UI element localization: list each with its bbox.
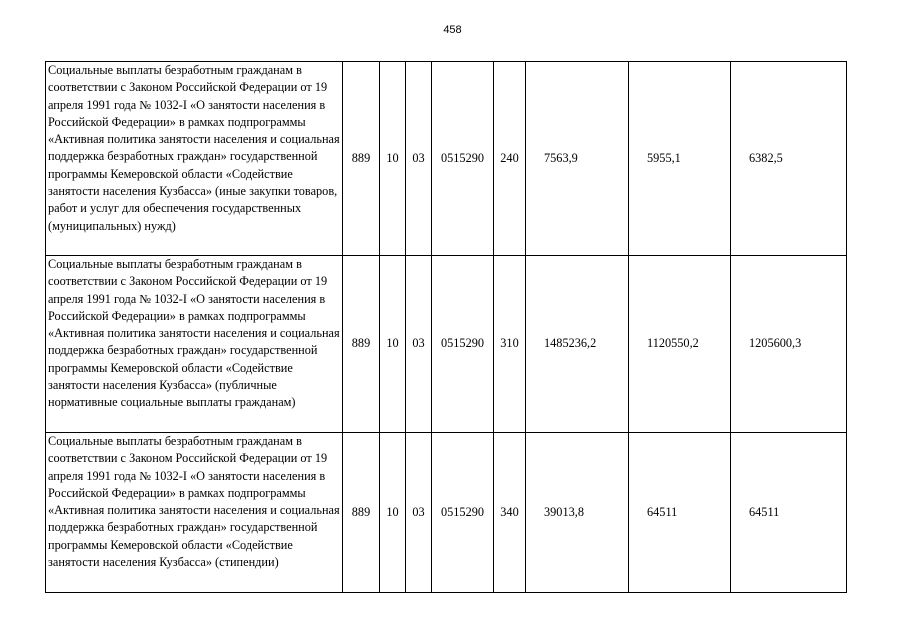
row-amount-year-2: 64511 [629, 433, 731, 593]
row-amount-year-1: 39013,8 [526, 433, 629, 593]
row-amount-year-3: 64511 [731, 433, 847, 593]
row-grbs-code: 889 [343, 433, 380, 593]
table-row [46, 62, 847, 256]
row-subsection-code: 03 [406, 256, 432, 433]
row-expense-type-code: 310 [494, 256, 526, 433]
row-expense-type-code: 340 [494, 433, 526, 593]
row-target-article-code: 0515290 [432, 62, 494, 256]
row-subsection-code: 03 [406, 433, 432, 593]
row-amount-year-1: 1485236,2 [526, 256, 629, 433]
row-section-code: 10 [380, 433, 406, 593]
row-description: Социальные выплаты безработным гражданам в соответствии с Законом Российской Федерации от 19 апреля 1991 года № 1032-I «О занятости населения в Российской Федерации» в рамках подпрограммы «Активная политика занятости населения и социальная поддержка безработных граждан» государственной программы Кемеровской области «Содействие занятости населения Кузбасса» (стипендии) [46, 433, 343, 593]
row-subsection-code: 03 [406, 62, 432, 256]
row-grbs-code: 889 [343, 62, 380, 256]
row-amount-year-3: 6382,5 [731, 62, 847, 256]
page-number: 458 [443, 24, 462, 36]
row-amount-year-3: 1205600,3 [731, 256, 847, 433]
table-row [46, 433, 847, 593]
row-amount-year-1: 7563,9 [526, 62, 629, 256]
row-description: Социальные выплаты безработным гражданам в соответствии с Законом Российской Федерации от 19 апреля 1991 года № 1032-I «О занятости населения в Российской Федерации» в рамках подпрограммы «Активная политика занятости населения и социальная поддержка безработных граждан» государственной программы Кемеровской области «Содействие занятости населения Кузбасса» (публичные нормативные социальные выплаты гражданам) [46, 256, 343, 433]
row-target-article-code: 0515290 [432, 433, 494, 593]
budget-table [45, 61, 847, 593]
row-description: Социальные выплаты безработным гражданам в соответствии с Законом Российской Федерации от 19 апреля 1991 года № 1032-I «О занятости населения в Российской Федерации» в рамках подпрограммы «Активная политика занятости населения и социальная поддержка безработных граждан» государственной программы Кемеровской области «Содействие занятости населения Кузбасса» (иные закупки товаров, работ и услуг для обеспечения государственных (муниципальных) нужд) [46, 62, 343, 256]
row-amount-year-2: 1120550,2 [629, 256, 731, 433]
row-amount-year-2: 5955,1 [629, 62, 731, 256]
row-section-code: 10 [380, 256, 406, 433]
row-expense-type-code: 240 [494, 62, 526, 256]
table-row [46, 256, 847, 433]
row-target-article-code: 0515290 [432, 256, 494, 433]
row-grbs-code: 889 [343, 256, 380, 433]
row-section-code: 10 [380, 62, 406, 256]
